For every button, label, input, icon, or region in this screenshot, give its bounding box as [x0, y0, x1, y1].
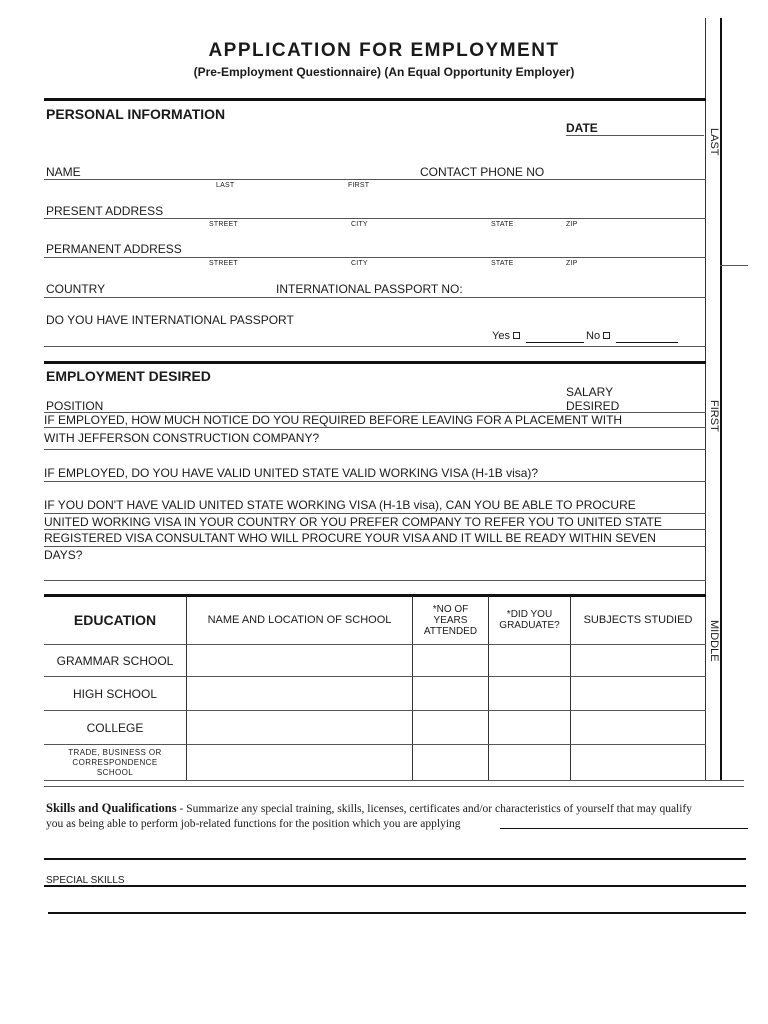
salary-label-1: SALARY — [566, 385, 614, 399]
edu-row-grammar: GRAMMAR SCHOOL — [56, 653, 174, 668]
present-sub-city: CITY — [351, 221, 368, 228]
notice-question-1: IF EMPLOYED, HOW MUCH NOTICE DO YOU REQUIRED BEFORE LEAVING FOR A PLACEMENT WITH — [44, 413, 623, 427]
name-sub-first: FIRST — [348, 182, 370, 189]
present-sub-street: STREET — [209, 221, 238, 228]
skills-text-1: - Summarize any special training, skills, licenses, certificates and/or characteristics of yourself that may qualify — [176, 803, 693, 815]
name-label: NAME — [46, 165, 81, 179]
contact-phone-label: CONTACT PHONE NO — [420, 165, 545, 179]
notice-answer-line[interactable] — [44, 449, 706, 450]
have-passport-label: DO YOU HAVE INTERNATIONAL PASSPORT — [46, 313, 294, 327]
skills-answer-line-2[interactable] — [44, 858, 746, 860]
procure-question-3: REGISTERED VISA CONSULTANT WHO WILL PROCURE YOUR VISA AND IT WILL BE READY WITHIN SEVEN — [44, 531, 656, 545]
procure-line-2 — [44, 529, 706, 530]
section-rule-employment — [44, 361, 706, 364]
special-skills-line-2[interactable] — [48, 912, 746, 914]
procure-answer-line[interactable] — [44, 580, 706, 581]
skills-text-2: you as being able to perform job-related functions for the position which you are applying — [46, 818, 461, 830]
permanent-sub-state: STATE — [491, 260, 514, 267]
edu-col-graduate — [489, 596, 570, 644]
yes-answer-line[interactable] — [526, 342, 584, 343]
passport-no-option[interactable] — [586, 329, 610, 343]
side-divider-1 — [720, 265, 748, 266]
passport-no-label: INTERNATIONAL PASSPORT NO: — [276, 282, 463, 296]
present-address-label: PRESENT ADDRESS — [46, 204, 164, 218]
edu-row-line-5 — [44, 780, 744, 781]
edu-col-years-1: *NO OF — [432, 603, 469, 615]
procure-line-3 — [44, 546, 706, 547]
name-sub-last: LAST — [216, 182, 235, 189]
procure-question-1: IF YOU DON'T HAVE VALID UNITED STATE WORKING VISA (H-1B visa), CAN YOU BE ABLE TO PROCURE — [44, 498, 636, 512]
visa-answer-line[interactable] — [44, 481, 706, 482]
skills-heading: Skills and Qualifications — [46, 801, 177, 815]
country-label: COUNTRY — [46, 282, 106, 296]
permanent-address-label: PERMANENT ADDRESS — [46, 242, 182, 256]
edu-row-college: COLLEGE — [86, 720, 144, 735]
present-sub-state: STATE — [491, 221, 514, 228]
edu-bottom-extra-line — [44, 786, 744, 787]
no-answer-line[interactable] — [616, 342, 678, 343]
side-label-last: LAST — [708, 128, 720, 156]
special-skills-line-1[interactable] — [44, 885, 746, 887]
name-field-line[interactable] — [44, 179, 706, 180]
edu-col-grad-1: *DID YOU — [506, 609, 553, 620]
form-subtitle: (Pre-Employment Questionnaire) (An Equal Opportunity Employer) — [193, 65, 575, 79]
present-address-field-line[interactable] — [44, 218, 706, 219]
salary-label-2: DESIRED — [566, 399, 620, 413]
country-field-line[interactable] — [44, 297, 706, 298]
passport-row-line — [44, 346, 706, 347]
passport-yes-option[interactable] — [492, 329, 520, 343]
side-label-middle: MIDDLE — [708, 620, 720, 662]
skills-paragraph — [46, 801, 692, 816]
permanent-sub-zip: ZIP — [566, 260, 578, 267]
personal-heading: PERSONAL INFORMATION — [46, 106, 226, 122]
edu-col-school: NAME AND LOCATION OF SCHOOL — [207, 614, 392, 626]
edu-trade-1: TRADE, BUSINESS OR — [68, 747, 162, 757]
special-skills-label: SPECIAL SKILLS — [46, 875, 125, 886]
edu-col-subjects: SUBJECTS STUDIED — [583, 614, 693, 626]
no-label: No — [586, 330, 601, 342]
position-label: POSITION — [46, 399, 104, 413]
procure-question-2: UNITED WORKING VISA IN YOUR COUNTRY OR YOU PREFER COMPANY TO REFER YOU TO UNITED STATE — [44, 515, 662, 529]
employment-heading: EMPLOYMENT DESIRED — [46, 368, 211, 384]
section-rule-personal — [44, 98, 706, 101]
edu-col-grad-2: GRADUATE? — [499, 620, 560, 631]
edu-row-trade — [44, 745, 186, 780]
edu-col-years — [413, 596, 488, 644]
present-sub-zip: ZIP — [566, 221, 578, 228]
yes-checkbox[interactable] — [513, 332, 520, 339]
date-field-line[interactable] — [566, 135, 704, 136]
right-margin-line-outer — [720, 18, 722, 780]
permanent-address-field-line[interactable] — [44, 257, 706, 258]
skills-answer-line-1[interactable] — [500, 828, 748, 829]
edu-trade-2: CORRESPONDENCE — [72, 757, 158, 767]
procure-line-1 — [44, 513, 706, 514]
no-checkbox[interactable] — [603, 332, 610, 339]
permanent-sub-city: CITY — [351, 260, 368, 267]
edu-heading: EDUCATION — [73, 612, 157, 628]
visa-question: IF EMPLOYED, DO YOU HAVE VALID UNITED STATE VALID WORKING VISA (H-1B visa)? — [44, 466, 539, 480]
permanent-sub-street: STREET — [209, 260, 238, 267]
notice-question-2: WITH JEFFERSON CONSTRUCTION COMPANY? — [44, 431, 320, 445]
edu-col-years-3: ATTENDED — [423, 625, 478, 637]
yes-label: Yes — [492, 330, 510, 342]
edu-row-high-school: HIGH SCHOOL — [72, 686, 157, 701]
edu-trade-3: SCHOOL — [96, 767, 134, 777]
right-margin-line-inner — [705, 18, 706, 780]
date-label: DATE — [566, 121, 598, 135]
form-title: APPLICATION FOR EMPLOYMENT — [208, 40, 560, 61]
edu-col-years-2: YEARS — [433, 614, 468, 626]
procure-question-4: DAYS? — [44, 548, 83, 562]
side-label-first: FIRST — [708, 400, 720, 432]
notice-line-1 — [44, 427, 706, 428]
